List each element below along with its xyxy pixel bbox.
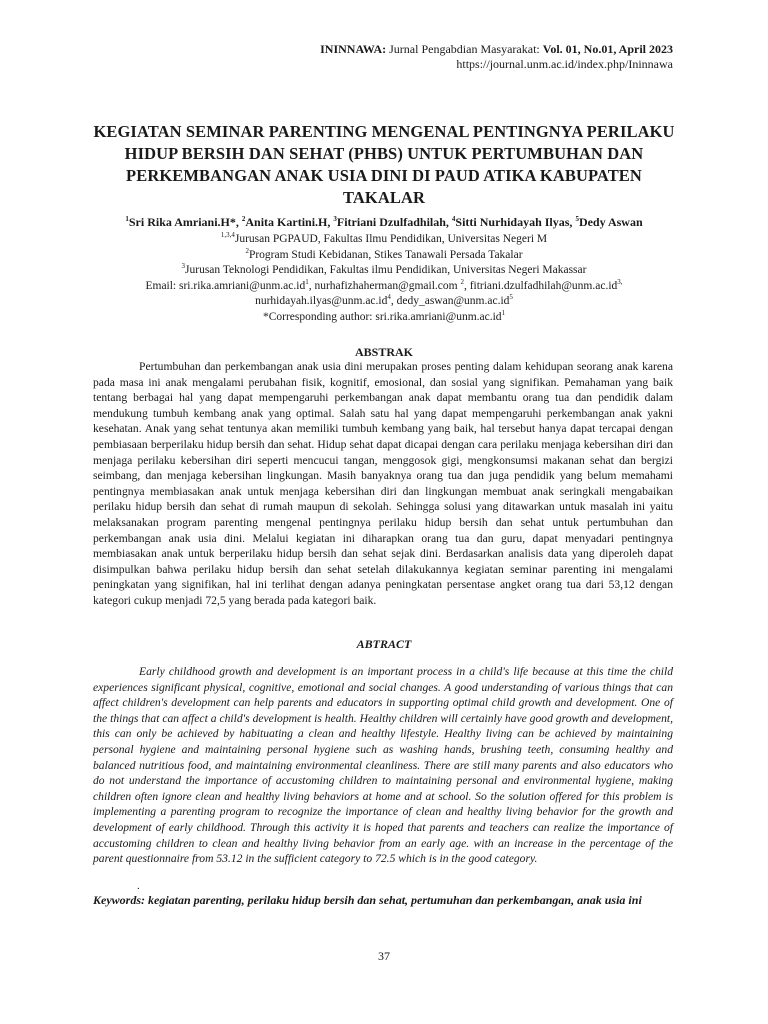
affiliation-text: Jurusan Teknologi Pendidikan, Fakultas ilmu Pendidikan, Universitas Negeri Makassar [185,264,587,276]
abtract-heading: ABTRACT [356,637,412,651]
email-sup: 2 [460,277,464,286]
corresponding-author [60,310,708,326]
affiliation-sup: 3 [181,262,186,271]
affiliation-text: Jurusan PGPAUD, Fakultas Ilmu Pendidikan, Universitas Negeri M [234,233,548,245]
keywords: Keywords: kegiatan parenting, perilaku hidup bersih dan sehat, pertumuhan dan perkembangan, anak usia ini [93,893,642,907]
email-line-2 [60,294,708,310]
affiliation-1 [60,232,708,248]
email-sup: 3, [617,277,623,286]
author-sup: 2 [241,215,246,223]
affiliation-sup: 2 [245,246,249,255]
stray-dot: . [137,880,140,892]
author-sup: 1 [125,215,129,223]
page-number: 37 [378,949,390,963]
email-text: nurhidayah.ilyas@unm.ac.id [255,295,388,307]
paper-title: KEGIATAN SEMINAR PARENTING MENGENAL PENTINGNYA PERILAKU HIDUP BERSIH DAN SEHAT (PHBS) UNTUK PERTUMBUHAN DAN PERKEMBANGAN ANAK USIA DINI DI PAUD ATIKA KABUPATEN TAKALAR [93,122,675,207]
journal-url[interactable]: https://journal.unm.ac.id/index.php/Ininnawa [456,57,673,71]
email-sup: 4 [387,293,391,302]
affiliation-2 [60,248,708,264]
abstrak-body [93,359,673,609]
author-name: Dedy Aswan [578,215,643,229]
journal-description: Jurnal Pengabdian Masyarakat: [386,42,543,56]
abstrak-text: Pertumbuhan dan perkembangan anak usia dini merupakan proses penting dalam kehidupan seorang anak karena pada masa ini anak mengalami perubahan fisik, kognitif, emosional, dan sosial yang signifikan. Pemahaman yang baik tentang berbagai hal yang dapat mempengaruhi perkembangan anak dapat membantu orang tua dan pendidik dalam mendukung tumbuh kembang anak yang optimal. Salah satu hal yang dapat mempengaruhi perkembangan anak yakni kesehatan. Anak yang sehat tentunya akan memiliki tumbuh kembang yang baik, hal tersebut hanya dapat tercapai dengan pembiasaan berperilaku hidup bersih dan sehat. Hidup sehat dapat dicapai dengan cara perilaku menjaga kebersihan diri dan menjaga perilaku kebersihan diri seperti mencucui tangan, menggosok gigi, mengkonsumsi makanan sehat dan bergizi seimbang, dan menjaga kebersihan lingkungan. Masih banyaknya orang tua dan juga pendidik yang belum memahami pentingnya membiasakan anak untuk menjaga kebersihan diri dan lingkungan membuat anak seringkali mengabaikan perilaku hidup bersih dan sehat di rumah maupun di sekolah. Sehingga solusi yang ditawarkan untuk masalah ini yaitu melaksanakan program parenting mengenal pentingnya perilaku hidup bersih dan sehat untuk pertumbuhan dan perkembangan anak usia dini. Melalui kegiatan ini diharapkan orang tua dan guru, dapat menyadari pentingnya membiasakan anak untuk berperilaku hidup bersih dan sehat sejak dini. Berdasarkan analisis data yang diperoleh dapat disimpulkan bahwa perilaku hidup bersih dan sehat setelah dilakukannya kegiatan seminar parenting ini mengalami peningkatan yang signifikan, hal ini terlihat dengan adanya peningkatan persentase angket orang tua dari 53,12 dengan kategori cukup menjadi 72,5 yang berada pada kategori baik. [93,360,673,607]
affiliations [60,232,708,325]
author-name: Sitti Nurhidayah Ilyas, [455,215,576,229]
journal-header [320,42,673,72]
abtract-text: Early childhood growth and development is an important process in a child's life because at this time the child experiences significant physical, cognitive, emotional and social changes. A good understanding of various things that can affect children's development can help parents and educators in supporting optimal child growth and development. One of the things that can affect a child's development is health. Healthy children will certainly have good growth and development, this can only be achieved by habituating a clean and healthy lifestyle. Healthy living can be achieved by maintaining personal hygiene and maintaining personal hygiene such as washing hands, brushing teeth, consuming healthy and balanced nutritious food, and maintaining environmental cleanliness. There are still many parents and also educators who do not understand the importance of accustoming children to maintaining personal and environmental hygiene, making children often ignore clean and healthy living behaviors at home and at school. So the solution offered for this problem is implementing a parenting program to recognize the importance of clean and healthy living behavior for the growth and development of early childhood. Through this activity it is hoped that parents and teachers can realize the importance of accustoming children to clean and healthy living behavior from an early age. with an increase in the percentage of the parent questionnaire from 53.12 in the sufficient category to 72.5 which is in the good category. [93,665,673,866]
email-text: , nurhafizhaherman@gmail.com [308,279,461,292]
author-sup: 3 [333,215,337,223]
corresponding-text: *Corresponding author: sri.rika.amriani@unm.ac.id [262,310,502,323]
journal-volume: Vol. 01, No.01, April 2023 [542,42,673,56]
author-sup: 4 [451,215,456,223]
affiliation-sup: 1,3,4 [220,231,235,240]
email-sup: 1 [305,277,309,286]
email-text: Email: sri.rika.amriani@unm.ac.id [145,279,306,292]
author-sup: 5 [575,215,579,223]
journal-header-line1 [320,42,673,57]
author-list [60,215,708,230]
corresponding-sup: 1 [501,308,506,317]
author-name: Anita Kartini.H, [245,215,334,229]
affiliation-text: Program Studi Kebidanan, Stikes Tanawali Persada Takalar [248,248,523,261]
abstrak-heading: ABSTRAK [354,345,413,359]
abtract-body [93,664,673,867]
email-text: , fitriani.dzulfadhilah@unm.ac.id [463,279,618,292]
author-name: Sri Rika Amriani.H*, [128,215,242,229]
journal-name: ININNAWA: [320,42,387,56]
author-name: Fitriani Dzulfadhilah, [336,215,452,229]
affiliation-3 [60,263,708,279]
email-sup: 5 [509,293,513,302]
email-text: , dedy_aswan@unm.ac.id [390,295,510,307]
email-line-1 [60,279,708,295]
